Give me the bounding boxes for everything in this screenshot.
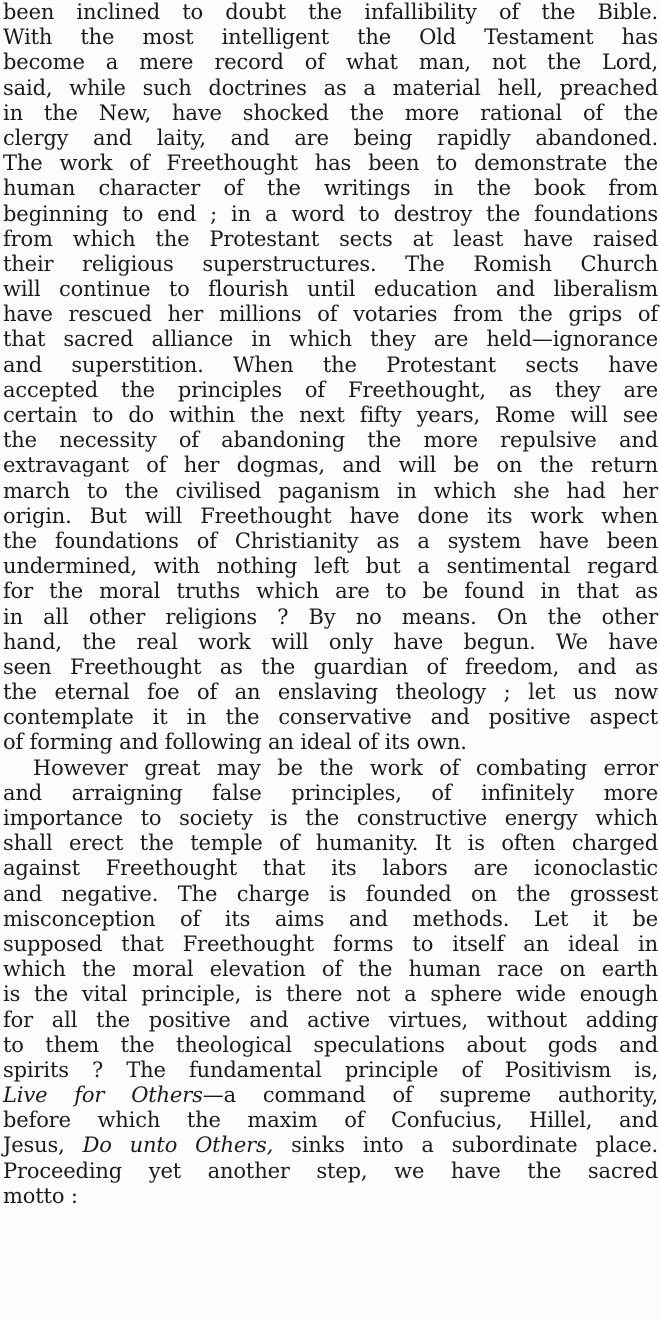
text-line: However great may be the work of combating error (33, 755, 658, 780)
italic-phrase: Do unto Others, (82, 1133, 274, 1158)
text-line: misconception of its aims and methods. Let it be (3, 906, 658, 931)
text-line: in the New, have shocked the more rational of the (3, 100, 658, 125)
text-fragment: sinks into a subordinate place. (273, 1133, 659, 1158)
text-line: and arraigning false principles, of infinitely more (3, 780, 658, 805)
text-line: spirits ? The fundamental principle of Positivism is, (3, 1057, 658, 1082)
text-column (3, 0, 658, 1209)
text-line: to them the theological speculations about gods and (3, 1032, 658, 1057)
text-line: that sacred alliance in which they are held—ignorance (3, 327, 658, 352)
text-line: march to the civilised paganism in which she had her (3, 478, 658, 503)
text-line: With the most intelligent the Old Testament has (3, 25, 658, 50)
paragraph-2 (3, 756, 658, 1209)
text-line: from which the Protestant sects at least have raised (3, 226, 658, 251)
text-line: the necessity of abandoning the more repulsive and (3, 428, 658, 453)
text-line: hand, the real work will only have begun. We have (3, 629, 658, 654)
text-line: before which the maxim of Confucius, Hillel, and (3, 1108, 658, 1133)
text-line: said, while such doctrines as a material hell, preached (3, 75, 658, 100)
text-line: motto : (3, 1183, 78, 1208)
text-line: against Freethought that its labors are iconoclastic (3, 856, 658, 881)
text-line: beginning to end ; in a word to destroy the foundations (3, 201, 658, 226)
text-line: supposed that Freethought forms to itself an ideal in (3, 931, 658, 956)
text-line: accepted the principles of Freethought, as they are (3, 377, 658, 402)
text-line: clergy and laity, and are being rapidly abandoned. (3, 125, 658, 150)
text-line: importance to society is the constructive energy which (3, 806, 658, 830)
text-line: for the moral truths which are to be found in that as (3, 579, 658, 604)
text-line: and superstition. When the Protestant sects have (3, 352, 658, 377)
text-line-italic-phrase (3, 1083, 658, 1108)
text-line: become a mere record of what man, not the Lord, (3, 50, 658, 75)
text-fragment: —a command of supreme authority, (202, 1083, 658, 1108)
text-line: in all other religions ? By no means. On the other (3, 604, 658, 629)
text-line: which the moral elevation of the human race on earth (3, 957, 658, 982)
text-line: of forming and following an ideal of its own. (3, 730, 467, 755)
text-line: been inclined to doubt the infallibility of the Bible. (3, 0, 658, 24)
text-line: will continue to flourish until education and liberalism (3, 277, 658, 302)
text-line: undermined, with nothing left but a sentimental regard (3, 554, 658, 579)
text-line: for all the positive and active virtues, without adding (3, 1007, 658, 1032)
text-line: seen Freethought as the guardian of freedom, and as (3, 654, 658, 679)
text-line: shall erect the temple of humanity. It is often charged (3, 831, 658, 856)
text-fragment: Jesus, (3, 1133, 83, 1158)
paragraph-1 (3, 0, 658, 756)
text-line: the eternal foe of an enslaving theology ; let us now (3, 680, 658, 705)
text-line: certain to do within the next fifty years, Rome will see (3, 403, 658, 427)
text-line: is the vital principle, is there not a sphere wide enough (3, 982, 658, 1007)
text-line: have rescued her millions of votaries from the grips of (3, 302, 658, 327)
text-line-italic-phrase (3, 1133, 658, 1158)
text-line: human character of the writings in the book from (3, 176, 658, 201)
text-line: extravagant of her dogmas, and will be on the return (3, 453, 658, 478)
text-line: their religious superstructures. The Romish Church (3, 251, 658, 276)
text-line: contemplate it in the conservative and positive aspect (3, 705, 658, 730)
text-line: The work of Freethought has been to demonstrate the (3, 151, 658, 176)
text-line: and negative. The charge is founded on the grossest (3, 881, 658, 906)
text-line: the foundations of Christianity as a system have been (3, 528, 658, 553)
text-line: origin. But will Freethought have done its work when (3, 503, 658, 528)
text-line: Proceeding yet another step, we have the sacred (3, 1158, 658, 1183)
italic-phrase: Live for Others (3, 1083, 203, 1108)
